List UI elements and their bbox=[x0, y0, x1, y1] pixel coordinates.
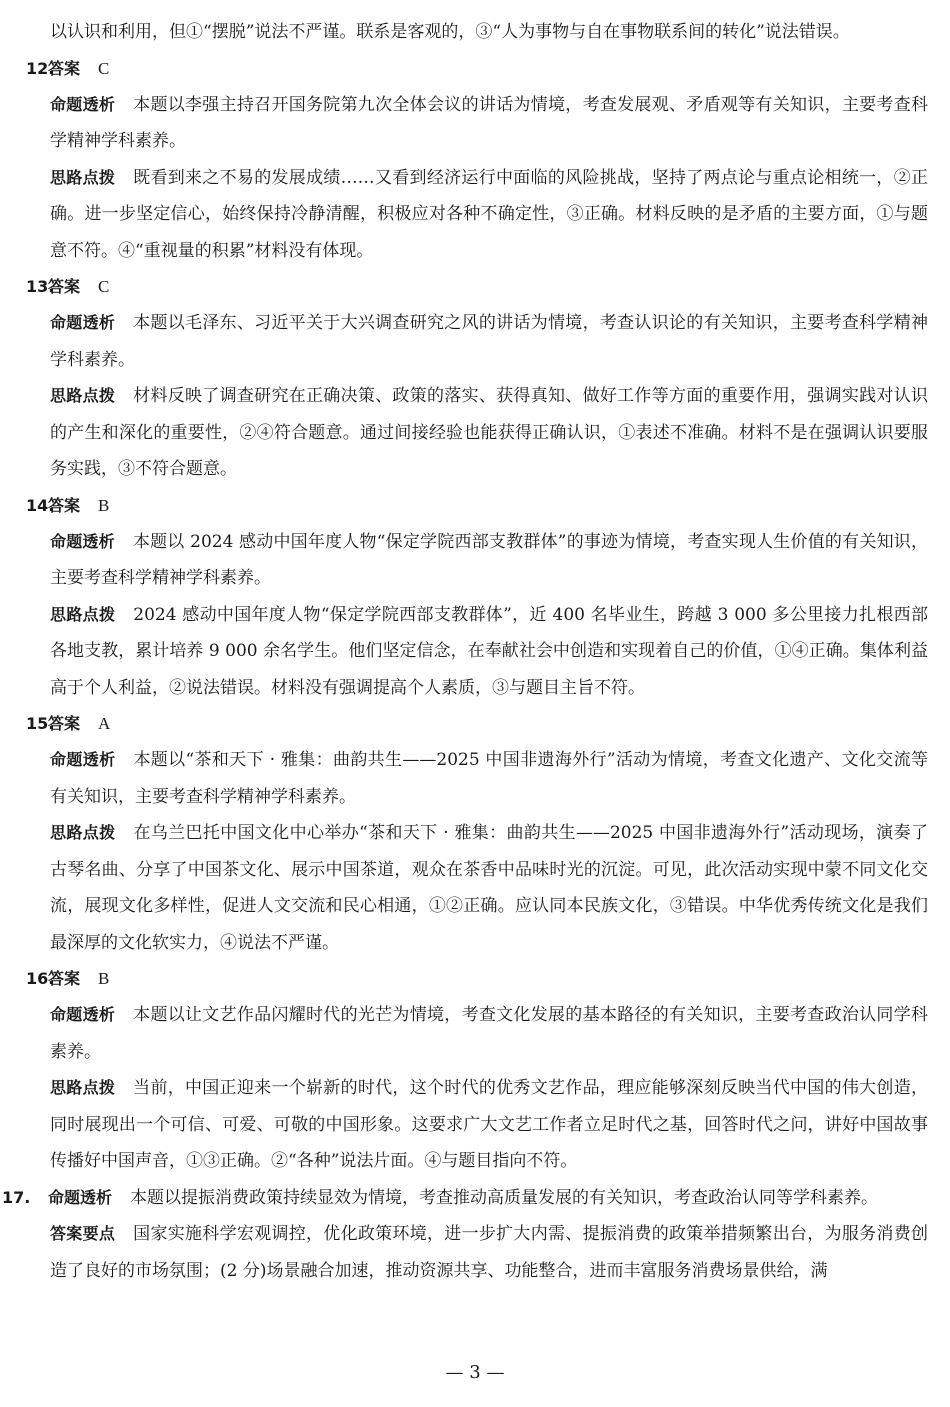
question-number: 14. bbox=[26, 495, 55, 515]
analysis-label: 命题透析 bbox=[50, 750, 116, 769]
analysis-text: 本题以让文艺作品闪耀时代的光芒为情境，考查文化发展的基本路径的有关知识，主要考查政治认同学科素养。 bbox=[50, 1005, 928, 1062]
answer-line bbox=[26, 51, 928, 87]
question-number: 12. bbox=[26, 58, 55, 78]
intro-paragraph: 以认识和利用，但①“摆脱”说法不严谨。联系是客观的，③“人为事物与自在事物联系间的转化”说法错误。 bbox=[50, 22, 850, 42]
key-points-paragraph bbox=[26, 1216, 928, 1289]
page-number: — 3 — bbox=[445, 1362, 505, 1383]
thinking-text: 材料反映了调查研究在正确决策、政策的落实、获得真知、做好工作等方面的重要作用，强调实践对认识的产生和深化的重要性，②④符合题意。通过间接经验也能获得正确认识，①表述不准确。材料不是在强调认识要服务实践，③不符合题意。 bbox=[50, 386, 928, 479]
answer-value: A bbox=[98, 714, 111, 733]
thinking-text: 在乌兰巴托中国文化中心举办“茶和天下 · 雅集：曲韵共生——2025 中国非遗海外行”活动现场，演奏了古琴名曲、分享了中国茶文化、展示中国茶道，观众在茶香中品味时光的沉淀。可见，此次活动实现中蒙不同文化交流，展现文化多样性，促进人文交流和民心相通，①②正确。应认同本民族文化，③错误。中华优秀传统文化是我们最深厚的文化软实力，④说法不严谨。 bbox=[50, 823, 928, 953]
answer-label: 答案 bbox=[48, 969, 81, 988]
thinking-paragraph bbox=[26, 1070, 928, 1180]
analysis-text: 本题以毛泽东、习近平关于大兴调查研究之风的讲话为情境，考查认识论的有关知识，主要考查科学精神学科素养。 bbox=[50, 313, 928, 370]
analysis-label: 命题透析 bbox=[50, 1005, 116, 1024]
analysis-text: 本题以“茶和天下 · 雅集：曲韵共生——2025 中国非遗海外行”活动为情境，考查文化遗产、文化交流等有关知识，主要考查科学精神学科素养。 bbox=[50, 750, 928, 807]
analysis-paragraph bbox=[26, 87, 928, 160]
answer-label: 答案 bbox=[48, 58, 81, 78]
answer-label: 答案 bbox=[48, 277, 81, 296]
question-16 bbox=[26, 961, 928, 1180]
question-14 bbox=[26, 488, 928, 707]
key-points-label: 答案要点 bbox=[50, 1224, 116, 1243]
analysis-paragraph bbox=[26, 524, 928, 597]
question-17 bbox=[2, 1180, 928, 1290]
answer-label: 答案 bbox=[48, 495, 81, 515]
answer-value: B bbox=[98, 969, 110, 988]
analysis-label: 命题透析 bbox=[50, 531, 115, 551]
thinking-label: 思路点拨 bbox=[50, 386, 116, 405]
question-number: 17. bbox=[2, 1187, 31, 1207]
thinking-text: 当前，中国正迎来一个崭新的时代，这个时代的优秀文艺作品，理应能够深刻反映当代中国的伟大创造，同时展现出一个可信、可爱、可敬的中国形象。这要求广大文艺工作者立足时代之基，回答时代之问，讲好中国故事传播好中国声音，①③正确。②“各种”说法片面。④与题目指向不符。 bbox=[50, 1078, 928, 1171]
thinking-text: 既看到来之不易的发展成绩……又看到经济运行中面临的风险挑战，坚持了两点论与重点论相统一，②正确。进一步坚定信心，始终保持冷静清醒，积极应对各种不确定性，③正确。材料反映的是矛盾的主要方面，①与题意不符。④“重视量的积累”材料没有体现。 bbox=[50, 167, 928, 261]
question-number: 16. bbox=[26, 969, 55, 988]
analysis-paragraph bbox=[2, 1180, 928, 1217]
analysis-label: 命题透析 bbox=[50, 313, 116, 332]
question-15 bbox=[26, 706, 928, 961]
answer-value: B bbox=[98, 495, 110, 515]
analysis-text: 本题以提振消费政策持续显效为情境，考查推动高质量发展的有关知识，考查政治认同等学科素养。 bbox=[130, 1187, 879, 1208]
question-number: 13. bbox=[26, 277, 55, 296]
analysis-text: 本题以李强主持召开国务院第九次全体会议的讲话为情境，考查发展观、矛盾观等有关知识，主要考查科学精神学科素养。 bbox=[50, 94, 928, 151]
analysis-paragraph bbox=[26, 305, 928, 378]
answer-label: 答案 bbox=[48, 714, 81, 733]
thinking-paragraph bbox=[26, 160, 928, 270]
thinking-paragraph bbox=[26, 378, 928, 488]
answer-line bbox=[26, 488, 928, 524]
thinking-label: 思路点拨 bbox=[50, 167, 116, 187]
analysis-paragraph bbox=[26, 742, 928, 815]
analysis-label: 命题透析 bbox=[50, 94, 116, 114]
answer-value: C bbox=[98, 277, 110, 296]
thinking-paragraph bbox=[26, 597, 928, 707]
analysis-paragraph bbox=[26, 997, 928, 1070]
thinking-label: 思路点拨 bbox=[50, 1078, 116, 1097]
thinking-label: 思路点拨 bbox=[50, 823, 116, 842]
analysis-label: 命题透析 bbox=[48, 1187, 113, 1207]
thinking-label: 思路点拨 bbox=[50, 604, 116, 624]
analysis-text: 本题以 2024 感动中国年度人物“保定学院西部支教群体”的事迹为情境，考查实现人生价值的有关知识，主要考查科学精神学科素养。 bbox=[50, 531, 928, 588]
question-13 bbox=[26, 269, 928, 488]
answer-line bbox=[26, 706, 928, 742]
thinking-text: 2024 感动中国年度人物“保定学院西部支教群体”，近 400 名毕业生，跨越 3 000 多公里接力扎根西部各地支教，累计培养 9 000 余名学生。他们坚定信念，在奉献社会中创造和实现着自己的价值，①④正确。集体利益高于个人利益，②说法错误。材料没有强调提高个人素质，③与题目主旨不符。 bbox=[50, 604, 928, 698]
answer-line bbox=[26, 961, 928, 997]
question-12 bbox=[26, 51, 928, 270]
question-number: 15. bbox=[26, 714, 55, 733]
answer-value: C bbox=[98, 58, 110, 78]
answer-line bbox=[26, 269, 928, 305]
thinking-paragraph bbox=[26, 815, 928, 961]
key-points-text: 国家实施科学宏观调控，优化政策环境，进一步扩大内需、提振消费的政策举措频繁出台，为服务消费创造了良好的市场氛围；(2 分)场景融合加速，推动资源共享、功能整合，进而丰富服务消费场景供给，满 bbox=[50, 1224, 928, 1281]
